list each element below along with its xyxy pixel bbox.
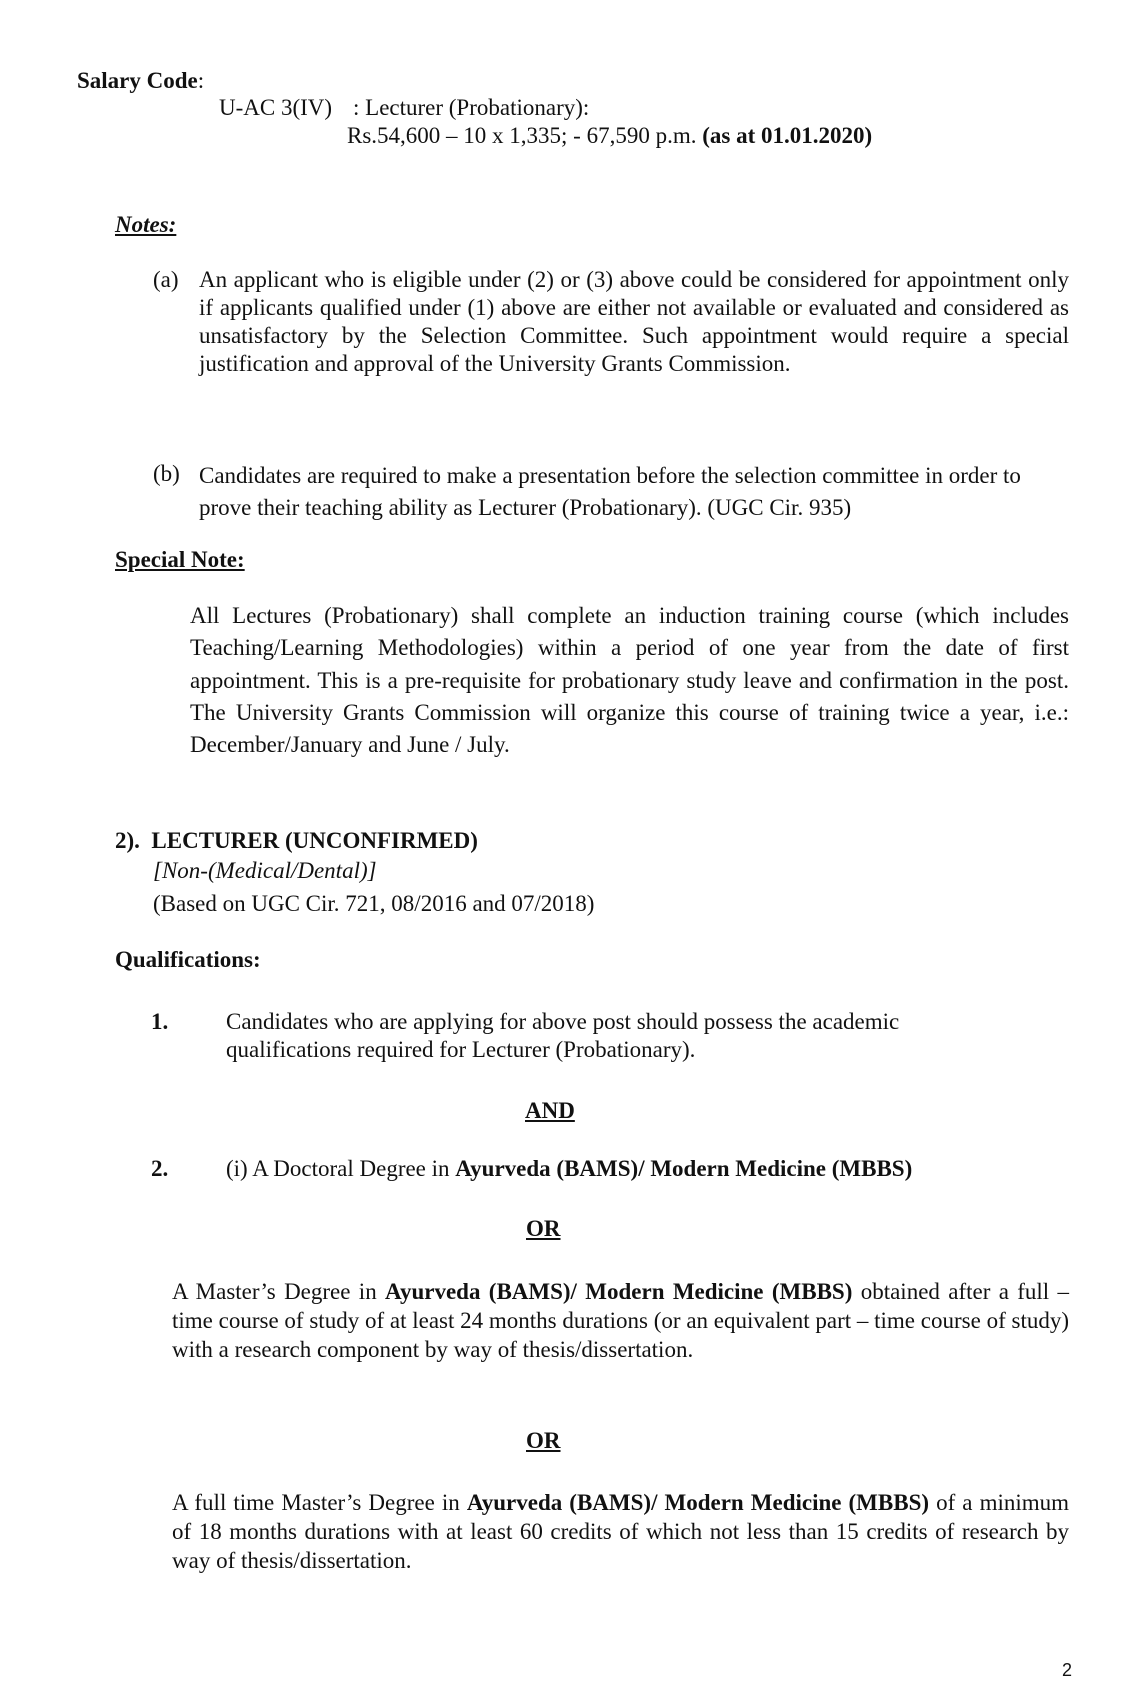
masters-degrees: Ayurveda (BAMS)/ Modern Medicine (MBBS) bbox=[385, 1279, 853, 1304]
qualification-2-line bbox=[226, 1155, 912, 1183]
qualification-1-text: Candidates who are applying for above post should possess the academic qualifications required for Lecturer (Probationary). bbox=[226, 1009, 900, 1062]
masters-degree-text bbox=[172, 1277, 1069, 1364]
masters-prefix: A Master’s Degree in bbox=[172, 1279, 377, 1304]
masters-rest: obtained after a full – time course of study of at least 24 months durations (or an equivalent part – time course of study) with a research component by way of thesis/dissertation. bbox=[172, 1279, 1070, 1362]
fulltime-rest: of a minimum of 18 months durations with at least 60 credits of which not less than 15 credits of research by way of thesis/dissertation. bbox=[172, 1490, 1070, 1573]
note-b-marker: (b) bbox=[153, 461, 180, 486]
notes-heading: Notes: bbox=[115, 212, 177, 237]
fulltime-masters-text bbox=[172, 1488, 1069, 1575]
qualification-2-number: 2. bbox=[151, 1156, 169, 1181]
section-2-subtitle: [Non-(Medical/Dental)] bbox=[153, 858, 377, 883]
salary-code-value: U-AC 3(IV) bbox=[219, 95, 333, 120]
special-note-heading: Special Note: bbox=[115, 547, 245, 572]
salary-code-colon: : bbox=[197, 68, 205, 93]
note-a-marker: (a) bbox=[153, 267, 179, 292]
section-2-heading bbox=[115, 827, 478, 855]
page-number: 2 bbox=[1062, 1660, 1073, 1680]
fulltime-prefix: A full time Master’s Degree in bbox=[172, 1490, 460, 1515]
note-a-text: An applicant who is eligible under (2) or (3) above could be considered for appointment only if applicants qualified under (1) above are either not available or evaluated and considered as unsatisfactory by the Selection Committee. Such appointment would require a special justification and approval of the University Grants Commission. bbox=[199, 267, 1069, 376]
qualification-2-degrees: Ayurveda (BAMS)/ Modern Medicine (MBBS) bbox=[455, 1156, 913, 1181]
salary-post: : Lecturer (Probationary): bbox=[353, 95, 590, 120]
salary-scale: Rs.54,600 – 10 x 1,335; - 67,590 p.m. bbox=[347, 123, 697, 148]
and-separator: AND bbox=[525, 1098, 575, 1123]
section-2-number: 2). bbox=[115, 828, 140, 853]
qualification-1-number: 1. bbox=[151, 1009, 169, 1034]
note-b-text: Candidates are required to make a presentation before the selection committee in order to prove their teaching ability as Lecturer (Probationary). (UGC Cir. 935) bbox=[199, 463, 1021, 520]
or-separator-2: OR bbox=[526, 1428, 561, 1453]
or-separator-1: OR bbox=[526, 1216, 561, 1241]
qualification-2-prefix: (i) A Doctoral Degree in bbox=[226, 1156, 450, 1181]
salary-scale-line bbox=[347, 122, 872, 150]
fulltime-degrees: Ayurveda (BAMS)/ Modern Medicine (MBBS) bbox=[466, 1490, 930, 1515]
salary-as-at: (as at 01.01.2020) bbox=[702, 123, 873, 148]
salary-code-line bbox=[77, 67, 204, 95]
salary-code-label: Salary Code bbox=[77, 68, 198, 93]
section-2-title: LECTURER (UNCONFIRMED) bbox=[151, 828, 478, 853]
section-2-basis: (Based on UGC Cir. 721, 08/2016 and 07/2018) bbox=[153, 891, 595, 916]
special-note-text: All Lectures (Probationary) shall complete an induction training course (which includes Teaching/Learning Methodologies) within a period of one year from the date of first appointment. This is a pre-requisite for probationary study leave and confirmation in the post. The University Grants Commission will organize this course of training twice a year, i.e.: December/January and June / July. bbox=[190, 603, 1069, 758]
qualifications-heading: Qualifications: bbox=[115, 947, 261, 972]
